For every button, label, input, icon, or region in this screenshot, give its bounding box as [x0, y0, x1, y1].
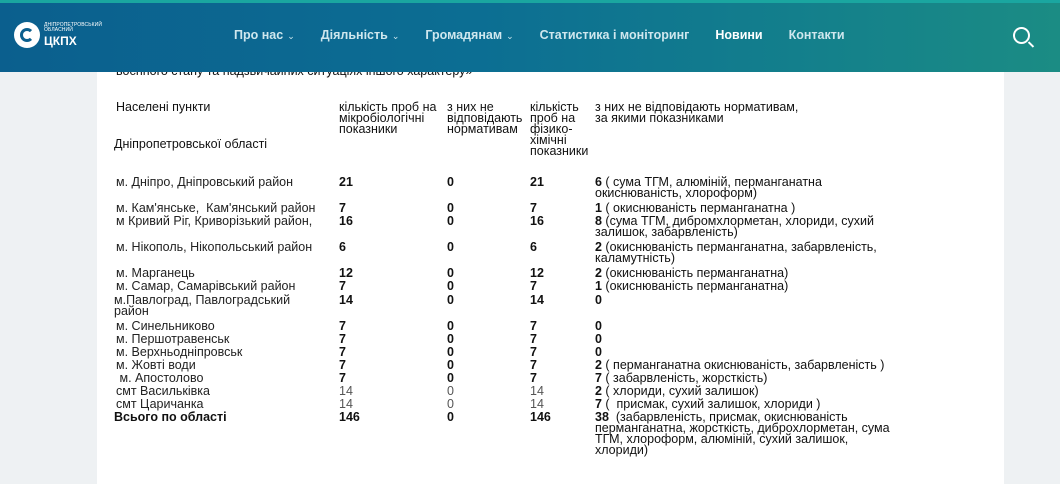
nav-item-label: Про нас [234, 28, 284, 42]
nav-item-label: Контакти [788, 28, 845, 42]
row-settlement: м. Апостолово [116, 371, 204, 385]
row-micro-samples: 7 [339, 319, 346, 333]
row-micro-noncompliant: 0 [447, 175, 454, 189]
row-settlement: м. Марганець [116, 266, 195, 280]
row-micro-noncompliant: 0 [447, 279, 454, 293]
row-micro-samples: 14 [339, 384, 353, 398]
chevron-down-icon: ⌄ [391, 31, 400, 41]
header-region: Дніпропетровської області [114, 137, 268, 151]
row-chem-noncompliant [595, 267, 788, 279]
nav-item-5[interactable] [789, 28, 845, 42]
row-chem-noncompliant-count: 0 [595, 319, 602, 333]
row-micro-noncompliant: 0 [447, 410, 454, 424]
row-micro-samples: 7 [339, 345, 346, 359]
nav-item-3[interactable] [540, 28, 690, 42]
row-micro-samples: 14 [339, 397, 353, 411]
header-chem-samples: проб на [530, 111, 576, 125]
header-micro-samples: кількість проб на [339, 100, 437, 114]
row-chem-noncompliant [595, 202, 795, 214]
row-noncompliance-details: (окиснюваність перманганатна) [601, 279, 789, 293]
row-settlement: м. Нікополь, Нікопольський район [116, 240, 313, 254]
row-settlement: Всього по області [114, 410, 227, 424]
row-micro-noncompliant: 0 [447, 358, 454, 372]
row-micro-samples: 7 [339, 279, 346, 293]
row-micro-noncompliant: 0 [447, 240, 454, 254]
row-settlement: смт Царичанка [116, 397, 204, 411]
row-chem-samples: 7 [530, 201, 537, 215]
row-noncompliance-details: хлориди) [595, 443, 649, 457]
row-chem-samples: 7 [530, 319, 537, 333]
header-settlements: Населені пункти [116, 100, 211, 114]
row-chem-samples: 7 [530, 371, 537, 385]
row-settlement: смт Васильківка [116, 384, 210, 398]
article-content [97, 60, 1004, 484]
row-noncompliance-details: ( перманганатна окиснюваність, забарвленість ) [601, 358, 885, 372]
row-chem-noncompliant-count: 0 [595, 332, 602, 346]
row-micro-samples: 7 [339, 201, 346, 215]
row-settlement: м.Павлоград, Павлоградський [114, 293, 291, 307]
nav-item-label: Діяльність [320, 28, 388, 42]
logo-emblem-icon [14, 22, 40, 48]
row-noncompliance-details: ( сума ТГМ, алюміній, перманганатна [601, 175, 822, 189]
row-chem-samples: 16 [530, 214, 544, 228]
row-noncompliance-details: ( хлориди, сухий залишок) [601, 384, 759, 398]
row-chem-noncompliant-count: 7 [595, 371, 602, 385]
row-chem-samples: 7 [530, 279, 537, 293]
row-chem-noncompliant [595, 320, 602, 332]
row-micro-noncompliant: 0 [447, 384, 454, 398]
header-micro-noncompliant: з них не [447, 100, 494, 114]
row-chem-samples: 146 [530, 410, 551, 424]
row-noncompliance-details: ( присмак, сухий залишок, хлориди ) [601, 397, 821, 411]
row-micro-samples: 7 [339, 332, 346, 346]
row-chem-noncompliant [595, 346, 602, 358]
nav-item-label: Статистика і моніторинг [539, 28, 690, 42]
row-noncompliance-details: (забарвленість, присмак, окиснюваність [608, 410, 848, 424]
row-chem-noncompliant [595, 372, 767, 384]
row-micro-samples: 146 [339, 410, 360, 424]
row-noncompliance-details: (окиснюваність перманганатна) [601, 266, 789, 280]
row-chem-noncompliant [595, 294, 602, 306]
row-micro-noncompliant: 0 [447, 332, 454, 346]
row-settlement: м. Дніпро, Дніпровський район [116, 175, 294, 189]
row-chem-noncompliant [595, 333, 602, 345]
row-micro-samples: 7 [339, 371, 346, 385]
row-chem-noncompliant-count: 8 [595, 214, 602, 228]
row-chem-samples: 7 [530, 345, 537, 359]
logo-subtitle: ДНІПРОПЕТРОВСЬКИЙ ОБЛАСНИЙ [44, 22, 103, 33]
row-chem-noncompliant-count: 2 [595, 384, 602, 398]
row-chem-noncompliant-count: 7 [595, 397, 602, 411]
row-settlement: м. Верхньодніпровськ [116, 345, 243, 359]
nav-item-4[interactable] [715, 28, 762, 42]
row-noncompliance-details: ( забарвленість, жорсткість) [601, 371, 768, 385]
row-micro-noncompliant: 0 [447, 319, 454, 333]
nav-item-0[interactable] [234, 28, 295, 42]
row-chem-noncompliant-count: 38 [595, 410, 609, 424]
row-chem-noncompliant-count: 6 [595, 175, 602, 189]
row-noncompliance-details: (окиснюваність перманганатна, забарвленість, [601, 240, 877, 254]
row-settlement: м. Самар, Самарівський район [116, 279, 296, 293]
row-chem-samples: 6 [530, 240, 537, 254]
header-chem-samples: кількість [530, 100, 579, 114]
row-micro-samples: 16 [339, 214, 353, 228]
row-micro-samples: 21 [339, 175, 353, 189]
row-settlement: м. Жовті води [116, 358, 196, 372]
row-noncompliance-details: каламутність) [595, 251, 675, 265]
row-chem-noncompliant-count: 2 [595, 266, 602, 280]
main-nav [234, 28, 871, 42]
row-micro-samples: 12 [339, 266, 353, 280]
chevron-down-icon: ⌄ [506, 31, 514, 41]
nav-item-2[interactable] [425, 28, 513, 42]
row-micro-noncompliant: 0 [447, 371, 454, 385]
site-header [0, 0, 1060, 72]
row-settlement: м. Першотравенськ [116, 332, 230, 346]
row-chem-samples: 14 [530, 293, 544, 307]
row-chem-samples: 7 [530, 358, 537, 372]
header-micro-samples: мікробіологічні [339, 111, 425, 125]
row-settlement: м. Кам'янське, Кам'янський район [116, 201, 316, 215]
row-micro-samples: 6 [339, 240, 346, 254]
nav-item-1[interactable] [321, 28, 400, 42]
row-micro-noncompliant: 0 [447, 266, 454, 280]
row-micro-noncompliant: 0 [447, 201, 454, 215]
row-micro-noncompliant: 0 [447, 345, 454, 359]
header-chem-noncompliant-details: за якими показниками [595, 111, 724, 125]
chevron-down-icon: ⌄ [287, 31, 295, 41]
row-chem-samples: 21 [530, 175, 544, 189]
header-chem-samples: хімічні [530, 133, 567, 147]
row-chem-noncompliant-count: 1 [595, 279, 602, 293]
row-chem-noncompliant-count: 2 [595, 240, 602, 254]
row-settlement: м Кривий Ріг, Криворізький район, [116, 214, 313, 228]
row-chem-noncompliant [595, 359, 884, 371]
row-chem-noncompliant-count: 2 [595, 358, 602, 372]
row-chem-noncompliant [595, 385, 759, 397]
site-logo[interactable] [14, 22, 104, 48]
header-micro-noncompliant: відповідають [447, 111, 523, 125]
row-chem-samples: 7 [530, 332, 537, 346]
logo-title: ЦКПХ [44, 34, 77, 48]
header-chem-samples: показники [530, 144, 589, 158]
row-noncompliance-details: окиснюваність, хлороформ) [595, 186, 757, 200]
row-micro-samples: 14 [339, 293, 353, 307]
row-chem-samples: 12 [530, 266, 544, 280]
header-micro-samples: показники [339, 122, 398, 136]
row-noncompliance-details: (сума ТГМ, дибромхлорметан, хлориди, сухий [601, 214, 874, 228]
row-noncompliance-details: ТГМ, хлороформ, алюміній, сухий залишок, [595, 432, 849, 446]
header-micro-noncompliant: нормативам [447, 122, 518, 136]
row-settlement: район [114, 304, 149, 318]
row-micro-noncompliant: 0 [447, 214, 454, 228]
row-noncompliance-details: перманганатна, жорсткість, диброхлорметан, сума [595, 421, 890, 435]
nav-item-label: Громадянам [425, 28, 503, 42]
row-chem-noncompliant [595, 398, 820, 410]
row-micro-noncompliant: 0 [447, 397, 454, 411]
row-noncompliance-details: залишок, забарвленість) [595, 225, 738, 239]
search-icon[interactable] [1013, 27, 1030, 44]
row-chem-noncompliant-count: 0 [595, 345, 602, 359]
row-noncompliance-details: ( окиснюваність перманганатна ) [601, 201, 796, 215]
header-chem-samples: фізико- [530, 122, 573, 136]
row-chem-noncompliant [595, 280, 788, 292]
row-micro-samples: 7 [339, 358, 346, 372]
nav-item-label: Новини [715, 28, 763, 42]
row-chem-samples: 14 [530, 397, 544, 411]
header-chem-noncompliant-details: з них не відповідають нормативам, [595, 100, 799, 114]
row-settlement: м. Синельниково [116, 319, 215, 333]
row-chem-samples: 14 [530, 384, 544, 398]
row-chem-noncompliant-count: 0 [595, 293, 602, 307]
row-chem-noncompliant-count: 1 [595, 201, 602, 215]
row-micro-noncompliant: 0 [447, 293, 454, 307]
